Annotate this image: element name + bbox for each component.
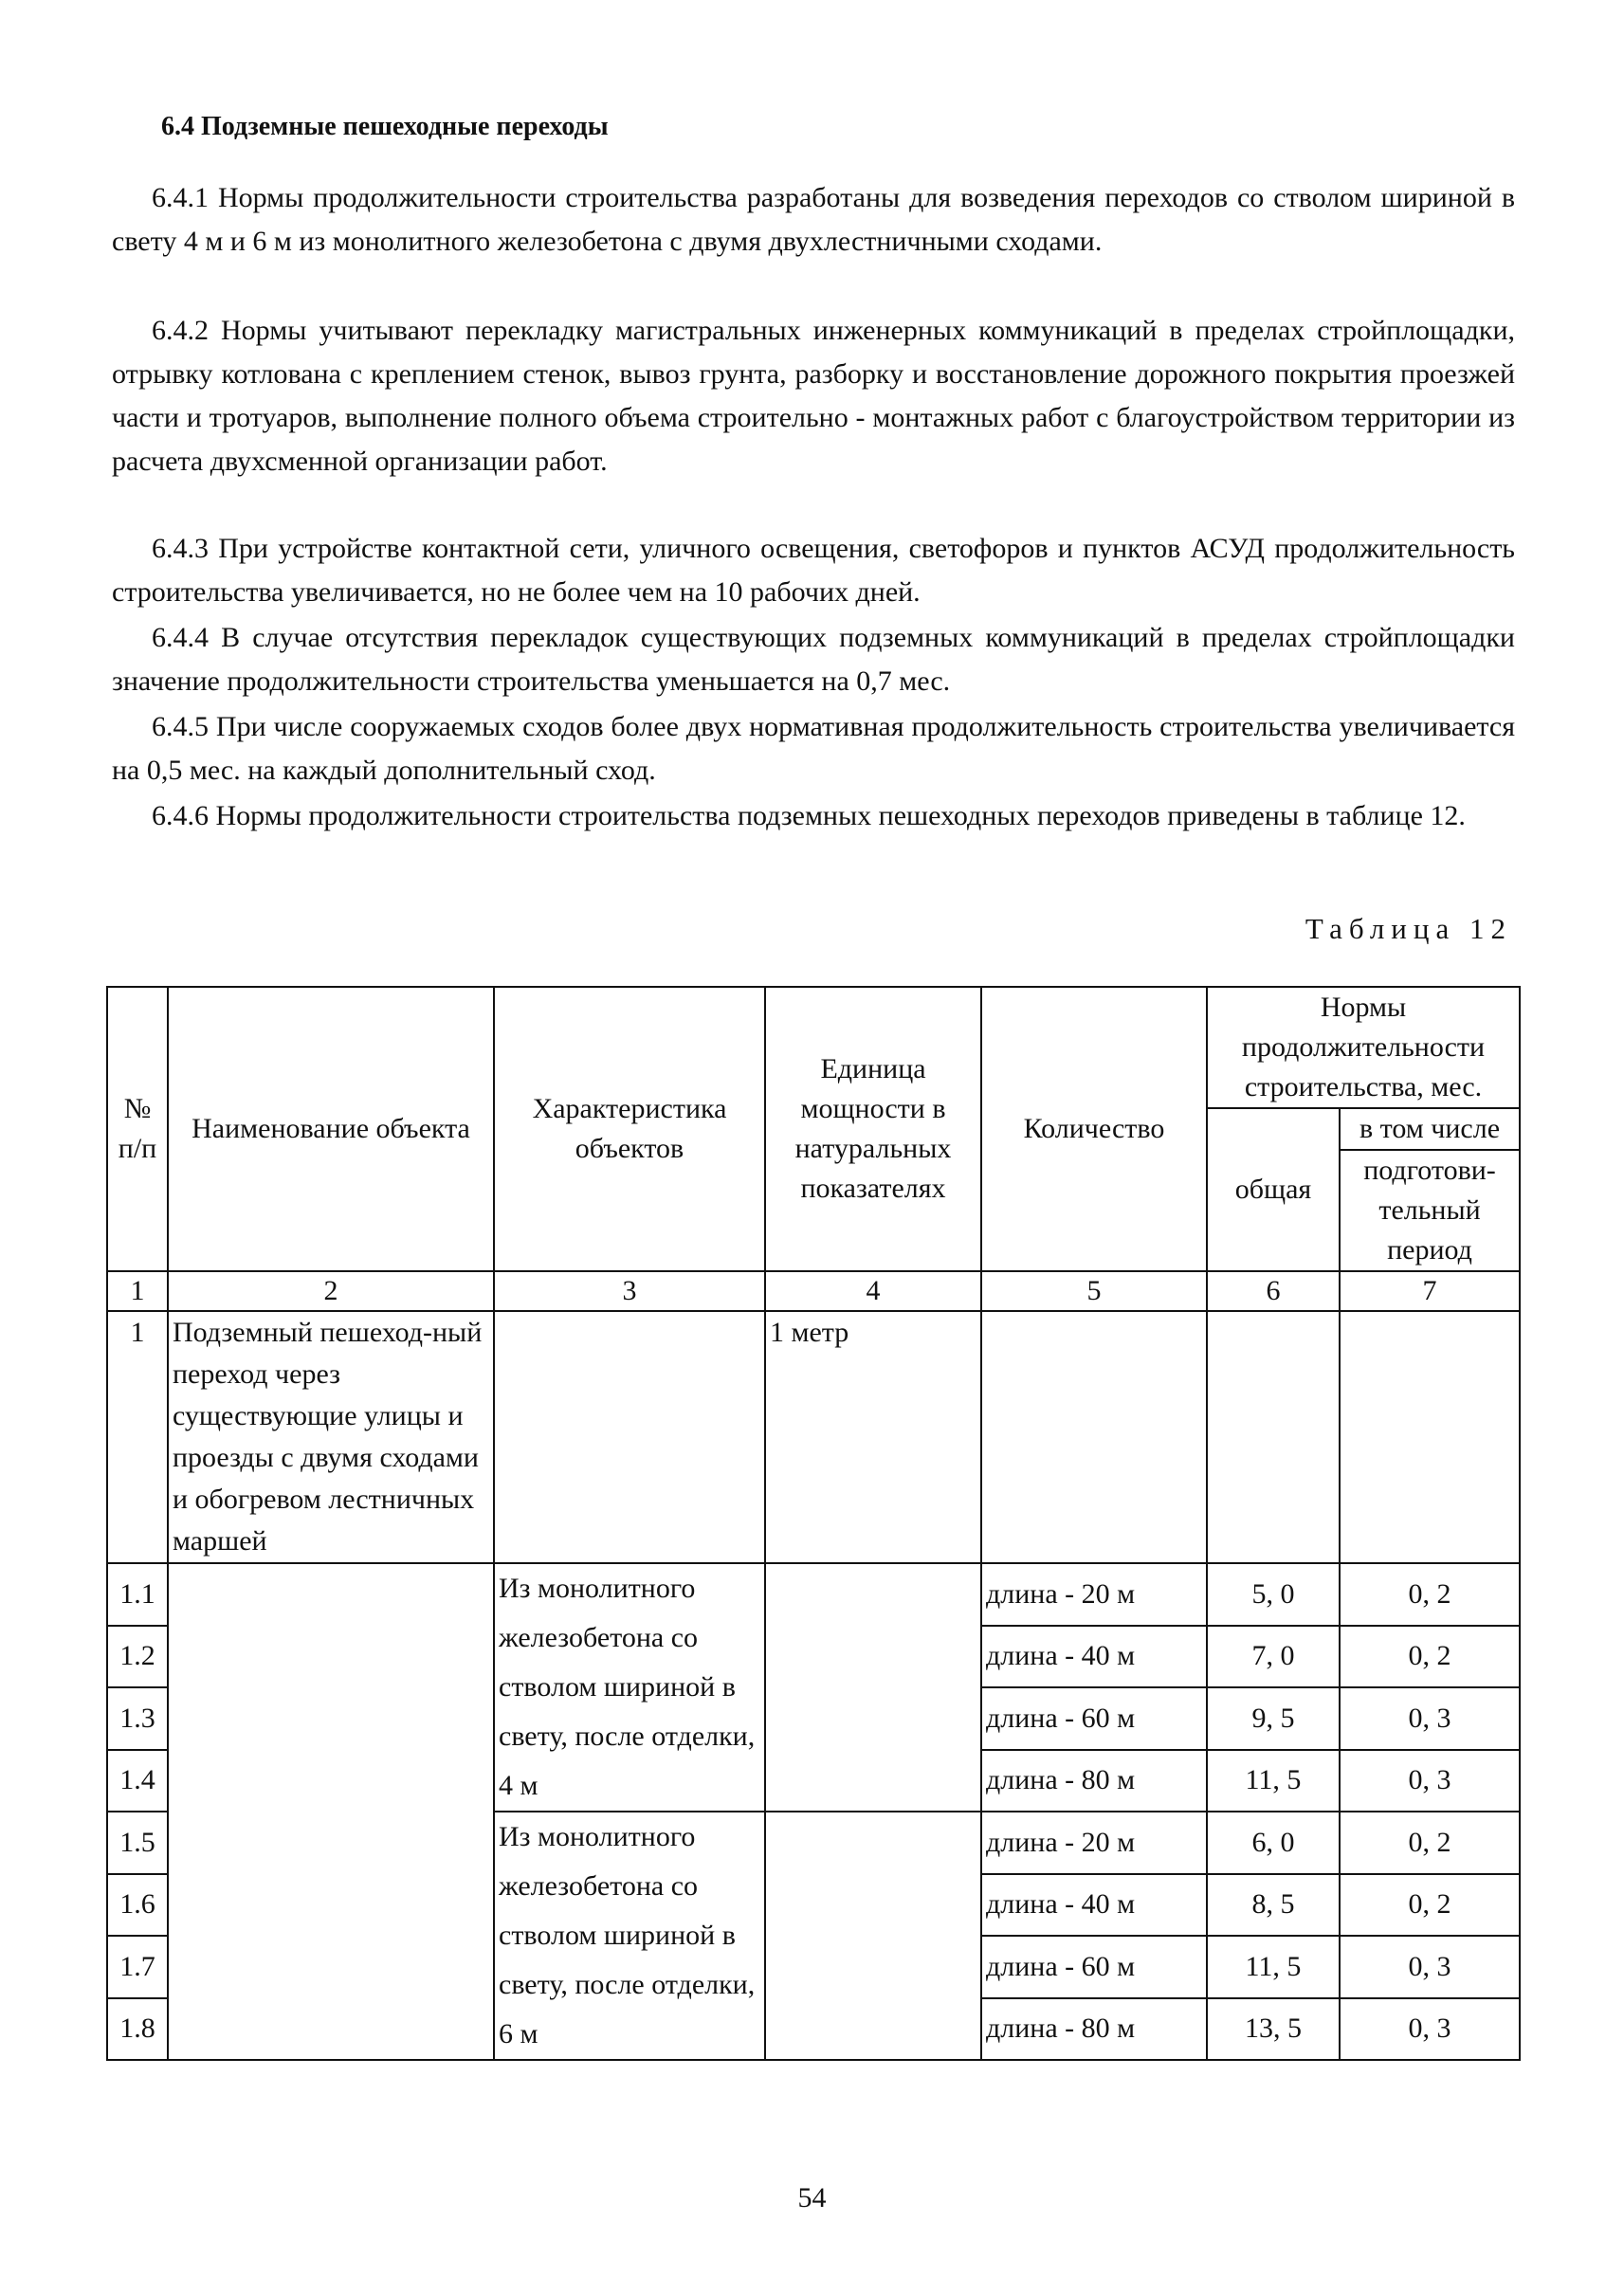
quantity-cell: длина - 60 м xyxy=(981,1936,1207,1998)
column-numbers-row xyxy=(107,1271,1520,1311)
object-name: Подземный пешеход-ный переход через существующие улицы и проезды с двумя сходами и обогревом лестничных маршей xyxy=(168,1311,494,1563)
paragraph-6-4-1: 6.4.1 Нормы продолжительности строительства разработаны для возведения переходов со стволом шириной в свету 4 м и 6 м из монолитного железобетона с двумя двухлестничными сходами. xyxy=(112,182,1515,257)
empty-cell xyxy=(1340,1311,1520,1563)
row-num: 1.5 xyxy=(107,1812,168,1874)
quantity-cell: длина - 20 м xyxy=(981,1563,1207,1626)
prep-cell: 0, 3 xyxy=(1340,1750,1520,1812)
column-number: 2 xyxy=(168,1271,494,1311)
prep-cell: 0, 3 xyxy=(1340,1687,1520,1750)
prep-cell: 0, 2 xyxy=(1340,1812,1520,1874)
quantity-cell: длина - 20 м xyxy=(981,1812,1207,1874)
total-cell: 6, 0 xyxy=(1207,1812,1340,1874)
quantity-cell: длина - 40 м xyxy=(981,1626,1207,1688)
norms-table xyxy=(106,986,1521,2061)
empty-cell xyxy=(168,1563,494,2060)
prep-cell: 0, 3 xyxy=(1340,1998,1520,2061)
row-num: 1.6 xyxy=(107,1874,168,1937)
empty-cell xyxy=(765,1812,981,2060)
total-cell: 13, 5 xyxy=(1207,1998,1340,2061)
row-num: 1 xyxy=(107,1311,168,1563)
table-caption: Таблица 12 xyxy=(1305,912,1512,945)
empty-cell xyxy=(765,1563,981,1812)
header-name: Наименование объекта xyxy=(168,987,494,1271)
row-num: 1.7 xyxy=(107,1936,168,1998)
paragraph-6-4-4: 6.4.4 В случае отсутствия перекладок существующих подземных коммуникаций в пределах стройплощадки значение продолжительности строительства уменьшается на 0,7 мес. xyxy=(112,622,1515,697)
header-total: общая xyxy=(1207,1108,1340,1271)
row-num: 1.4 xyxy=(107,1750,168,1812)
paragraph-6-4-3: 6.4.3 При устройстве контактной сети, уличного освещения, светофоров и пунктов АСУД продолжительность строительства увеличивается, но не более чем на 10 рабочих дней. xyxy=(112,533,1515,608)
quantity-cell: длина - 60 м xyxy=(981,1687,1207,1750)
header-prep-period: подготови-тельный период xyxy=(1340,1150,1520,1271)
paragraph-6-4-6: 6.4.6 Нормы продолжительности строительства подземных пешеходных переходов приведены в таблице 12. xyxy=(152,800,1466,831)
total-cell: 11, 5 xyxy=(1207,1750,1340,1812)
prep-cell: 0, 3 xyxy=(1340,1936,1520,1998)
column-number: 3 xyxy=(494,1271,765,1311)
quantity-cell: длина - 40 м xyxy=(981,1874,1207,1937)
characteristic-4m: Из монолитного железобетона со стволом шириной в свету, после отделки, 4 м xyxy=(494,1563,765,1812)
characteristic-6m: Из монолитного железобетона со стволом шириной в свету, после отделки, 6 м xyxy=(494,1812,765,2060)
prep-cell: 0, 2 xyxy=(1340,1874,1520,1937)
prep-cell: 0, 2 xyxy=(1340,1626,1520,1688)
unit-cell: 1 метр xyxy=(765,1311,981,1563)
quantity-cell: длина - 80 м xyxy=(981,1750,1207,1812)
row-num: 1.1 xyxy=(107,1563,168,1626)
total-cell: 11, 5 xyxy=(1207,1936,1340,1998)
header-characteristic: Характеристика объектов xyxy=(494,987,765,1271)
paragraph-6-4-2: 6.4.2 Нормы учитывают перекладку магистральных инженерных коммуникаций в пределах стройплощадки, отрывку котлована с креплением стенок, вывоз грунта, разборку и восстановление дорожного покрытия проезжей части и тротуаров, выполнение полного объема строительно - монтажных работ с благоустройством территории из расчета двухсменной организации работ. xyxy=(112,315,1515,477)
column-number: 7 xyxy=(1340,1271,1520,1311)
paragraph-6-4-5: 6.4.5 При числе сооружаемых сходов более двух нормативная продолжительность строительства увеличивается на 0,5 мес. на каждый дополнительный сход. xyxy=(112,711,1515,786)
row-num: 1.8 xyxy=(107,1998,168,2061)
page-number: 54 xyxy=(797,2182,827,2213)
row-num: 1.3 xyxy=(107,1687,168,1750)
column-number: 5 xyxy=(981,1271,1207,1311)
header-norms: Нормы продолжительности строительства, мес. xyxy=(1207,987,1520,1108)
column-number: 4 xyxy=(765,1271,981,1311)
empty-cell xyxy=(494,1311,765,1563)
total-cell: 8, 5 xyxy=(1207,1874,1340,1937)
total-cell: 5, 0 xyxy=(1207,1563,1340,1626)
header-num: № п/п xyxy=(107,987,168,1271)
total-cell: 7, 0 xyxy=(1207,1626,1340,1688)
header-including: в том числе xyxy=(1340,1108,1520,1150)
column-number: 6 xyxy=(1207,1271,1340,1311)
header-unit: Единица мощности в натуральных показателях xyxy=(765,987,981,1271)
table-row xyxy=(107,1563,1520,1626)
section-heading: 6.4 Подземные пешеходные переходы xyxy=(161,112,609,141)
empty-cell xyxy=(981,1311,1207,1563)
header-quantity: Количество xyxy=(981,987,1207,1271)
empty-cell xyxy=(1207,1311,1340,1563)
prep-cell: 0, 2 xyxy=(1340,1563,1520,1626)
total-cell: 9, 5 xyxy=(1207,1687,1340,1750)
table-row-main xyxy=(107,1311,1520,1563)
column-number: 1 xyxy=(107,1271,168,1311)
quantity-cell: длина - 80 м xyxy=(981,1998,1207,2061)
row-num: 1.2 xyxy=(107,1626,168,1688)
